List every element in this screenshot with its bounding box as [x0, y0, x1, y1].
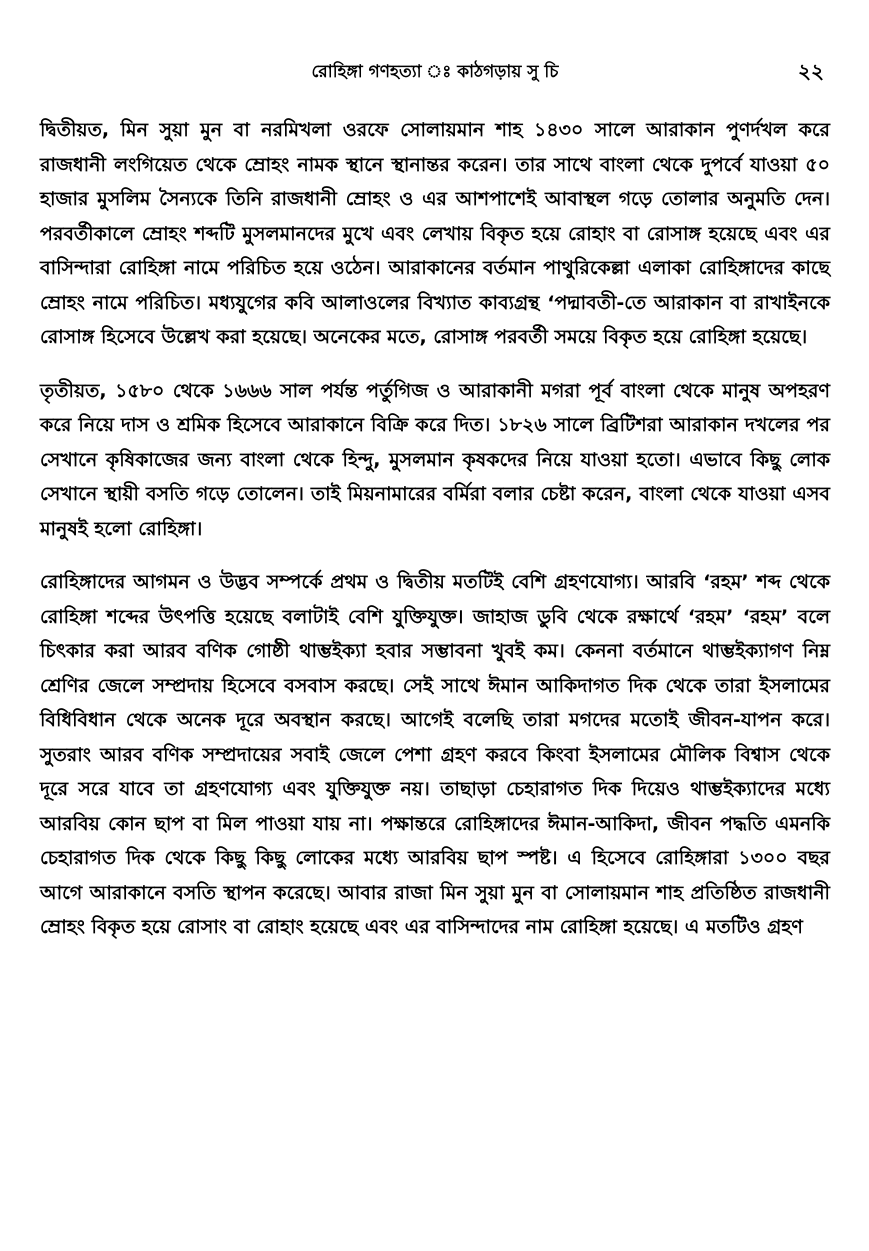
running-title: রোহিঙ্গা গণহত্যা ঃ কাঠগড়ায় সু চি: [311, 62, 559, 82]
paragraph-third-theory: তৃতীয়ত, ১৫৮০ থেকে ১৬৬৬ সাল পর্যন্ত পর্তুগিজ ও আরাকানী মগরা পূর্ব বাংলা থেকে মানুষ অপহরণ করে নিয়ে দাস ও শ্রমিক হিসেবে আরাকানে বিক্রি করে দিত। ১৮২৬ সালে ব্রিটিশরা আরাকান দখলের পর সেখানে কৃষিকাজের জন্য বাংলা থেকে হিন্দু, মুসলমান কৃষকদের নিয়ে যাওয়া হতো। এভাবে কিছু লোক সেখানে স্থায়ী বসতি গড়ে তোলেন। তাই মিয়নামারের বর্মিরা বলার চেষ্টা করেন, বাংলা থেকে যাওয়া এসব মানুষই হলো রোহিঙ্গা।: [40, 379, 830, 540]
paragraph-analysis: রোহিঙ্গাদের আগমন ও উদ্ভব সম্পর্কে প্রথম ও দ্বিতীয় মতটিই বেশি গ্রহণযোগ্য। আরবি ‘রহম’ শব্দ থেকে রোহিঙ্গা শব্দের উৎপত্তি হয়েছে বলাটাই বেশি যুক্তিযুক্ত। জাহাজ ডুবি থেকে রক্ষার্থে ‘রহম’ ‘রহম’ বলে চিৎকার করা আরব বণিক গোষ্ঠী থাম্ভইক্যা হবার সম্ভাবনা খুবই কম। কেননা বর্তমানে থাম্ভইক্যাগণ নিম্ন শ্রেণির জেলে সম্প্রদায় হিসেবে বসবাস করছে। সেই সাথে ঈমান আকিদাগত দিক থেকে তারা ইসলামের বিধিবিধান থেকে অনেক দূরে অবস্থান করছে। আগেই বলেছি তারা মগদের মতোই জীবন-যাপন করে। সুতরাং আরব বণিক সম্প্রদায়ের সবাই জেলে পেশা গ্রহণ করবে কিংবা ইসলামের মৌলিক বিশ্বাস থেকে দূরে সরে যাবে তা গ্রহণযোগ্য এবং যুক্তিযুক্ত নয়। তাছাড়া চেহারাগত দিক দিয়েও থাম্ভইক্যাদের মধ্যে আরবিয় কোন ছাপ বা মিল পাওয়া যায় না। পক্ষান্তরে রোহিঙ্গাদের ঈমান-আকিদা, জীবন পদ্ধতি এমনকি চেহারাগত দিক থেকে কিছু কিছু লোকের মধ্যে আরবিয় ছাপ স্পষ্ট। এ হিসেবে রোহিঙ্গারা ১৩০০ বছর আগে আরাকানে বসতি স্থাপন করেছে। আবার রাজা মিন সুয়া মুন বা সোলায়মান শাহ প্রতিষ্ঠিত রাজধানী ম্রোহং বিকৃত হয়ে রোসাং বা রোহাং হয়েছে এবং এর বাসিন্দাদের নাম রোহিঙ্গা হয়েছে। এ মতটিও গ্রহণ: [40, 571, 830, 938]
page-header: [40, 55, 830, 87]
paragraph-second-theory: দ্বিতীয়ত, মিন সুয়া মুন বা নরমিখলা ওরফে সোলায়মান শাহ ১৪৩০ সালে আরাকান পুণর্দখল করে রাজধানী লংগিয়েত থেকে ম্রোহং নামক স্থানে স্থানান্তর করেন। তার সাথে বাংলা থেকে দুপর্বে যাওয়া ৫০ হাজার মুসলিম সৈন্যকে তিনি রাজধানী ম্রোহং ও এর আশপাশেই আবাস্থল গড়ে তোলার অনুমতি দেন। পরবর্তীকালে ম্রোহং শব্দটি মুসলমানদের মুখে এবং লেখায় বিকৃত হয়ে রোহাং বা রোসাঙ্গ হয়েছে এবং এর বাসিন্দারা রোহিঙ্গা নামে পরিচিত হয়ে ওঠেন। আরাকানের বর্তমান পাথুরিকেল্লা এলাকা রোহিঙ্গাদের কাছে ম্রোহং নামে পরিচিত। মধ্যযুগের কবি আলাওলের বিখ্যাত কাব্যগ্রন্থ ‘পদ্মাবতী-তে আরাকান বা রাখাইনকে রোসাঙ্গ হিসেবে উল্লেখ করা হয়েছে। অনেকের মতে, রোসাঙ্গ পরবর্তী সময়ে বিকৃত হয়ে রোহিঙ্গা হয়েছে।: [40, 119, 830, 348]
page-number: ২২: [797, 59, 824, 83]
body-text: [40, 113, 830, 964]
